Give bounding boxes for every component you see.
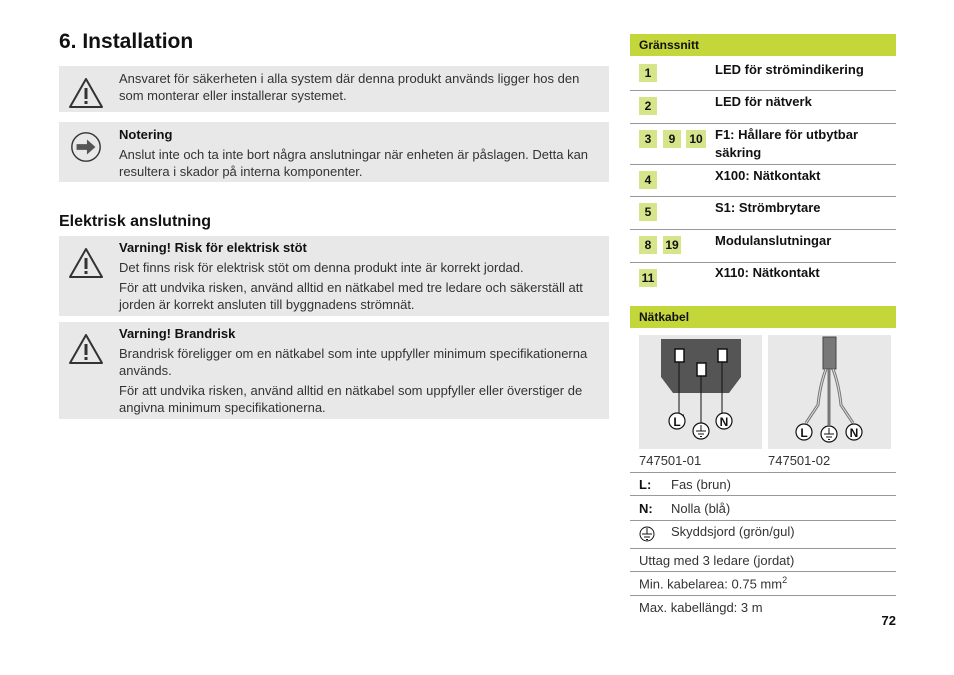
interface-label: F1: Hållare för utbytbar säkring <box>715 127 859 160</box>
interface-label: Modulanslutningar <box>715 233 832 248</box>
legend-row <box>630 496 896 521</box>
notice-text: Ansvaret för säkerheten i alla system där denna produkt används ligger hos den som monterar eller installerar systemet. <box>119 71 580 103</box>
callout-badge: 9 <box>663 130 681 148</box>
callout-badge: 5 <box>639 203 657 221</box>
responsibility-notice <box>59 66 609 112</box>
ground-icon <box>639 525 655 543</box>
cable-spec-row <box>630 573 896 596</box>
callout-badge: 19 <box>663 236 681 254</box>
interface-row <box>630 124 896 165</box>
warning-fire <box>59 322 609 419</box>
figure-caption: 747501-01 <box>639 453 702 468</box>
figure-caption: 747501-02 <box>768 453 831 468</box>
cable-header: Nätkabel <box>630 306 896 328</box>
callout-badge: 1 <box>639 64 657 82</box>
warning-title: Varning! Risk för elektrisk stöt <box>119 240 307 255</box>
note-title: Notering <box>119 127 173 142</box>
neutral-label: N <box>719 415 729 429</box>
section-heading: Elektrisk anslutning <box>59 213 212 230</box>
interface-row <box>630 91 896 124</box>
arrow-right-icon <box>68 130 104 164</box>
live-label: L <box>800 426 808 440</box>
callout-badge: 8 <box>639 236 657 254</box>
warning-electric-shock <box>59 236 609 316</box>
cable-spec: Uttag med 3 ledare (jordat) <box>639 553 795 568</box>
interface-row <box>630 263 896 295</box>
legend-value: Fas (brun) <box>671 477 731 492</box>
page-number: 72 <box>881 613 896 628</box>
cable-spec: Min. kabelarea: 0.75 mm <box>639 576 783 592</box>
warning-icon <box>68 332 104 366</box>
warning-icon <box>68 76 104 110</box>
cable-spec: Max. kabellängd: 3 m <box>639 600 763 615</box>
live-label: L <box>673 415 681 429</box>
callout-badge: 11 <box>639 269 657 287</box>
warning-text: För att undvika risken, använd alltid en nätkabel som uppfyller eller överstiger de angivna minimum specifikationerna. <box>119 383 583 415</box>
note-notice <box>59 122 609 182</box>
warning-text: Det finns risk för elektrisk stöt om denna produkt inte är korrekt jordad. <box>119 260 524 275</box>
warning-text: Brandrisk föreligger om en nätkabel som inte uppfyller minimum specifikationerna används. <box>119 346 588 378</box>
interface-label: LED för nätverk <box>715 94 812 109</box>
callout-badge: 2 <box>639 97 657 115</box>
legend-value: Skyddsjord (grön/gul) <box>671 524 795 539</box>
interface-label: X100: Nätkontakt <box>715 168 821 183</box>
legend-value: Nolla (blå) <box>671 501 731 516</box>
interface-row <box>630 230 896 263</box>
power-socket-figure <box>639 335 762 449</box>
cable-figure <box>768 335 891 449</box>
interface-row <box>630 197 896 230</box>
legend-row <box>630 521 896 549</box>
legend-key: L: <box>639 477 652 492</box>
warning-title: Varning! Brandrisk <box>119 326 236 341</box>
neutral-label: N <box>849 426 859 440</box>
warning-text: För att undvika risken, använd alltid en nätkabel med tre ledare och säkerställ att jorden är korrekt ansluten till byggnadens strömnät. <box>119 280 583 312</box>
cable-spec-row <box>630 549 896 572</box>
interfaces-header: Gränssnitt <box>630 34 896 56</box>
interface-label: S1: Strömbrytare <box>715 200 821 215</box>
cable-spec-row <box>630 597 896 619</box>
note-text: Anslut inte och ta inte bort några anslutningar när enheten är påslagen. Detta kan resultera i skador på interna komponenter. <box>119 147 589 179</box>
callout-badge: 10 <box>686 130 706 148</box>
legend-key: N: <box>639 501 653 516</box>
interface-label: X110: Nätkontakt <box>715 265 820 280</box>
page-title: 6. Installation <box>59 30 194 53</box>
interface-label: LED för strömindikering <box>715 62 864 77</box>
callout-badge: 3 <box>639 130 657 148</box>
warning-icon <box>68 246 104 280</box>
superscript: 2 <box>782 575 788 585</box>
legend-row <box>630 473 896 496</box>
interface-row <box>630 57 896 91</box>
interface-row <box>630 165 896 197</box>
callout-badge: 4 <box>639 171 657 189</box>
